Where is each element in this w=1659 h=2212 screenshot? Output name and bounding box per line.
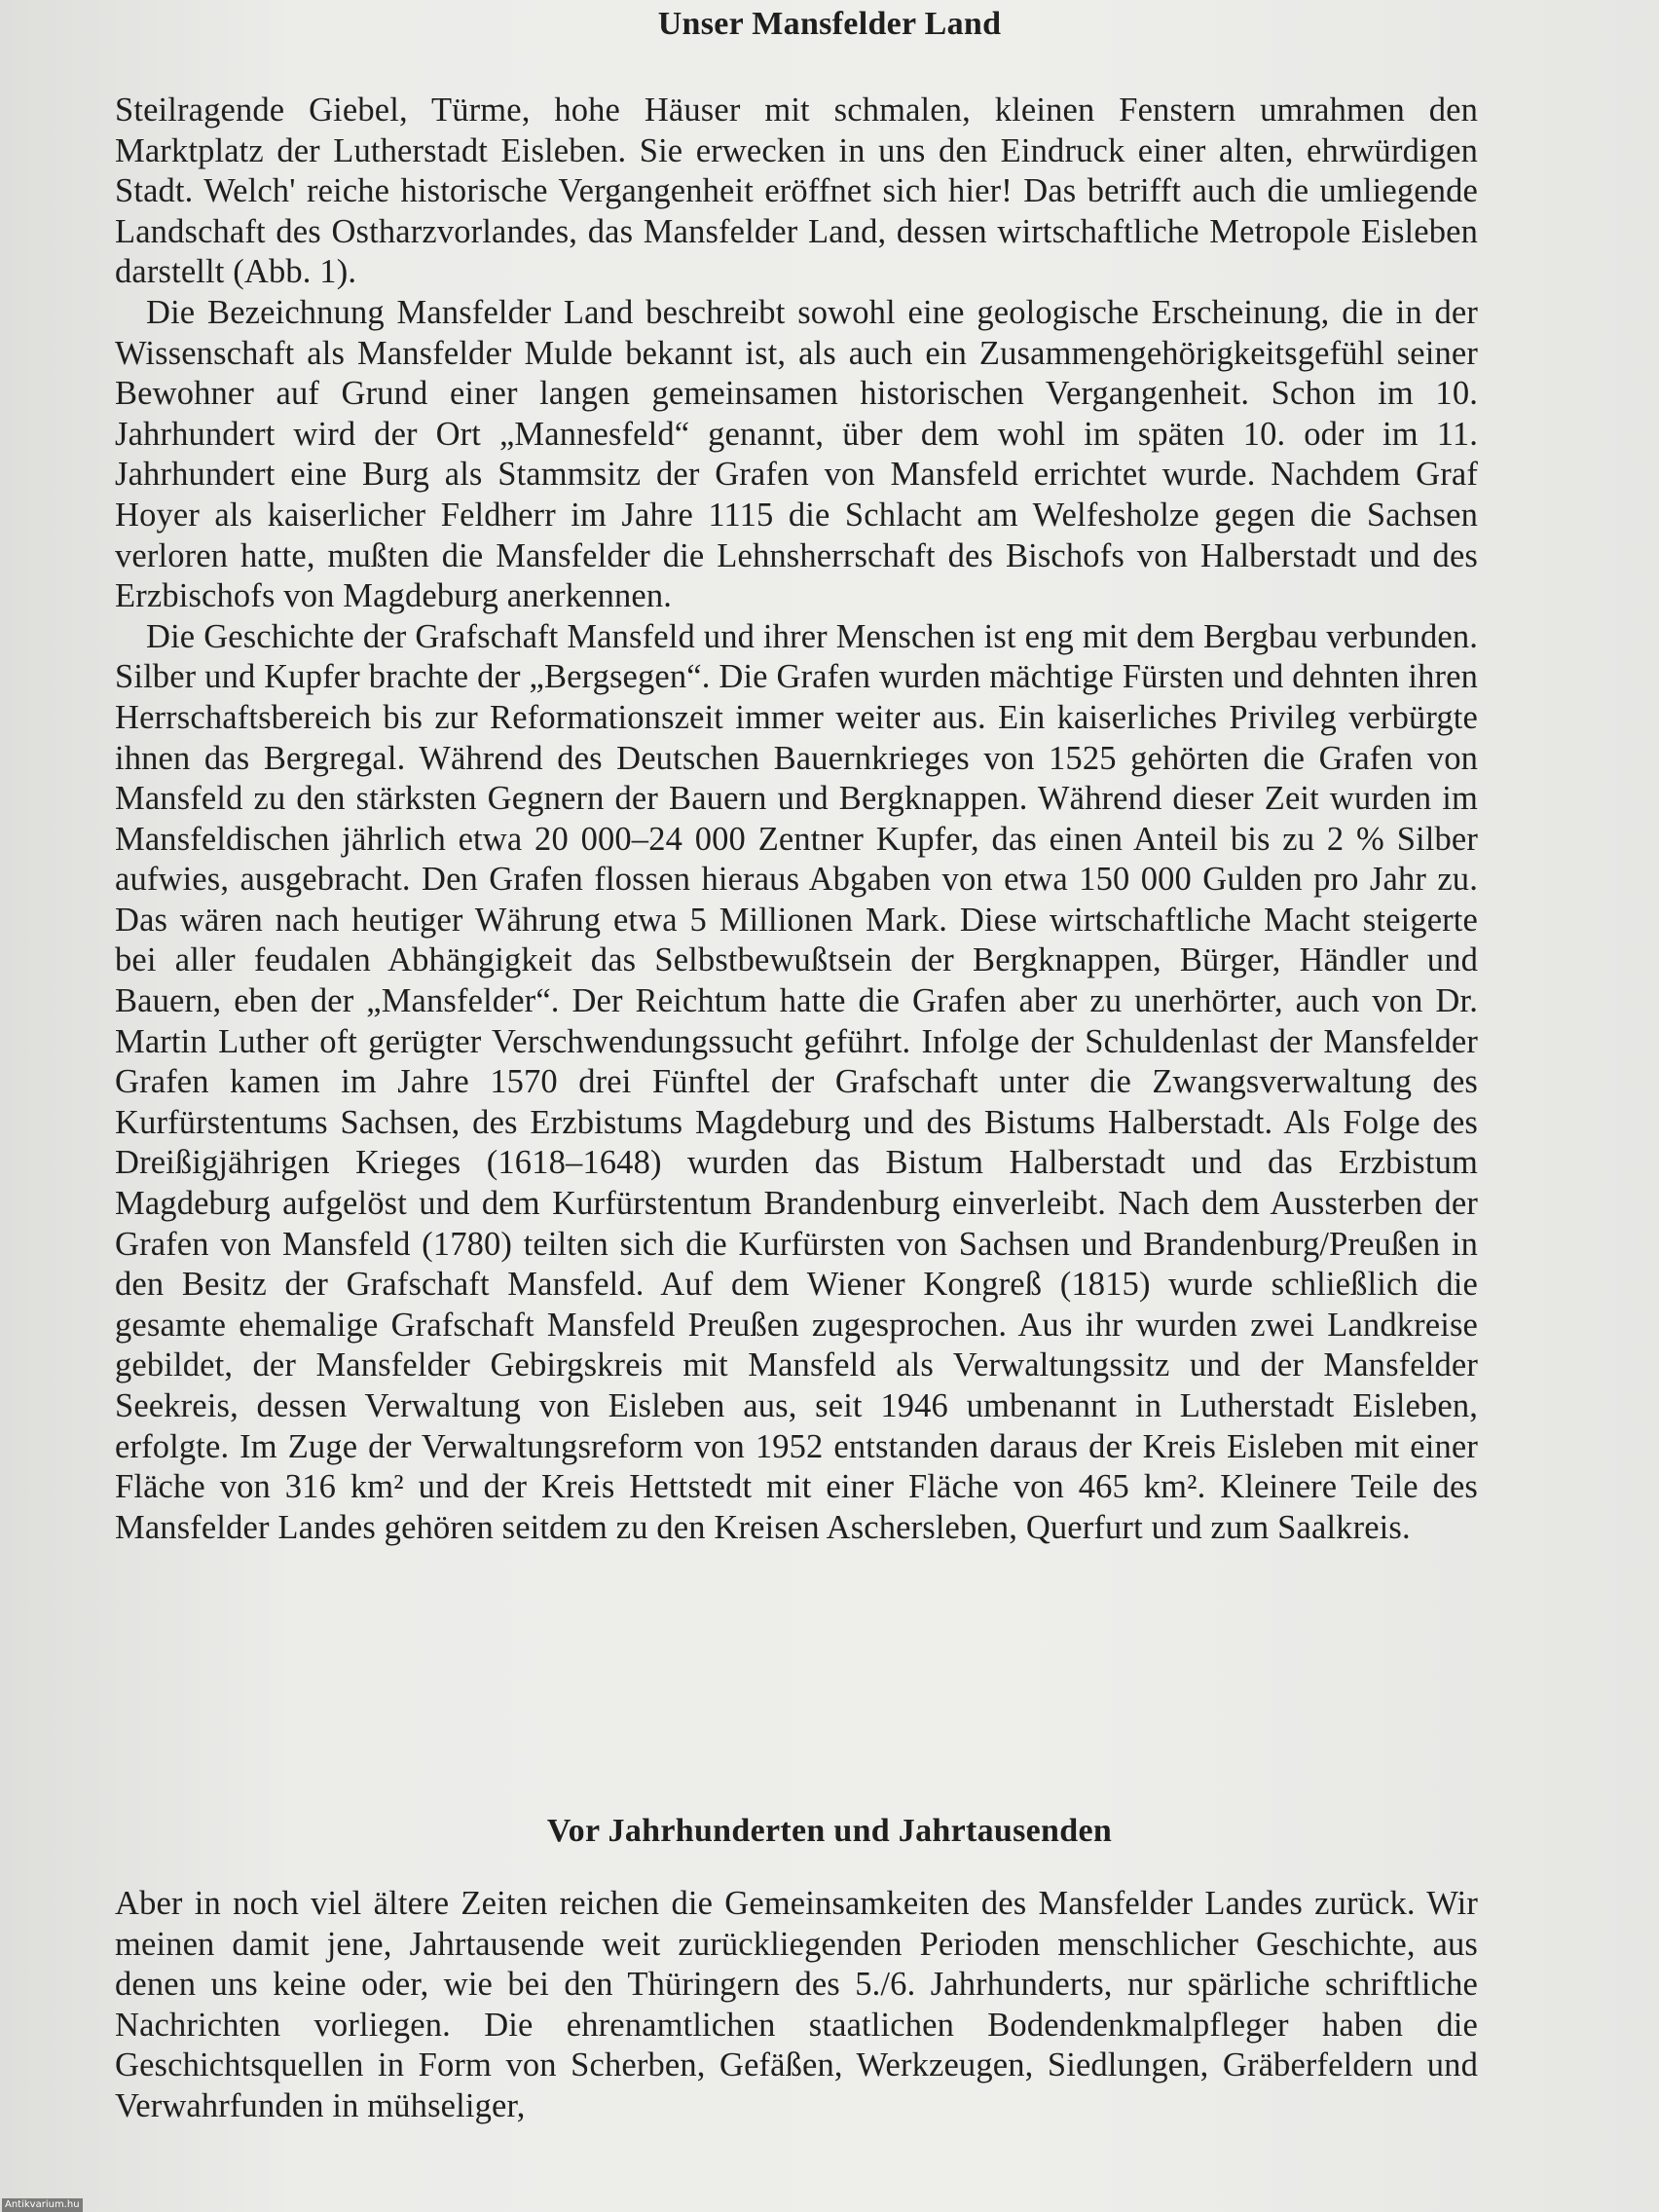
paragraph: Steilragende Giebel, Türme, hohe Häuser mit schmalen, kleinen Fenstern umrahmen den Marktplatz der Lutherstadt Eisleben. Sie erwecken in uns den Eindruck einer alten, ehrwürdigen Stadt. Welch' reiche historische Vergangenheit eröffnet sich hier! Das betrifft auch die umliegende Landschaft des Ostharzvorlandes, das Mansfelder Land, dessen wirtschaftliche Metropole Eisleben darstellt (Abb. 1). <box>115 92 1478 291</box>
paragraph: Die Geschichte der Grafschaft Mansfeld und ihrer Menschen ist eng mit dem Bergbau verbunden. Silber und Kupfer brachte der „Bergsegen“. Die Grafen wurden mächtige Fürsten und dehnten ihren Herrschaftsbereich bis zur Reformationszeit immer weiter aus. Ein kaiserliches Privileg verbürgte ihnen das Bergregal. Während des Deutschen Bauernkrieges von 1525 gehörten die Grafen von Mansfeld zu den stärksten Gegnern der Bauern und Bergknappen. Während dieser Zeit wurden im Mansfeldischen jährlich etwa 20 000–24 000 Zentner Kupfer, das einen Anteil bis zu 2 % Silber aufwies, ausgebracht. Den Grafen flossen hieraus Abgaben von etwa 150 000 Gulden pro Jahr zu. Das wären nach heutiger Währung etwa 5 Millionen Mark. Diese wirtschaftliche Macht steigerte bei aller feudalen Abhängigkeit das Selbstbewußtsein der Bergknappen, Bürger, Händler und Bauern, eben der „Mansfelder“. Der Reichtum hatte die Grafen aber zu unerhörter, auch von Dr. Martin Luther oft gerügter Verschwendungssucht geführt. Infolge der Schuldenlast der Mansfelder Grafen kamen im Jahre 1570 drei Fünftel der Grafschaft unter die Zwangsverwaltung des Kurfürstentums Sachsen, des Erzbistums Magdeburg und des Bistums Halberstadt. Als Folge des Dreißigjährigen Krieges (1618–1648) wurden das Bistum Halberstadt und das Erzbistum Magdeburg aufgelöst und dem Kurfürstentum Brandenburg einverleibt. Nach dem Aussterben der Grafen von Mansfeld (1780) teilten sich die Kurfürsten von Sachsen und Brandenburg/Preußen in den Besitz der Grafschaft Mansfeld. Auf dem Wiener Kongreß (1815) wurde schließlich die gesamte ehemalige Grafschaft Mansfeld Preußen zugesprochen. Aus ihr wurden zwei Landkreise gebildet, der Mansfelder Gebirgskreis mit Mansfeld als Verwaltungssitz und der Mansfelder Seekreis, dessen Verwaltung von Eisleben aus, seit 1946 umbenannt in Lutherstadt Eisleben, erfolgte. Im Zuge der Verwaltungsreform von 1952 entstanden daraus der Kreis Eisleben mit einer Fläche von 316 km² und der Kreis Hettstedt mit einer Fläche von 465 km². Kleinere Teile des Mansfelder Landes gehören seitdem zu den Kreisen Aschersleben, Querfurt und zum Saalkreis. <box>115 617 1478 1546</box>
paragraph: Die Bezeichnung Mansfelder Land beschreibt sowohl eine geologische Erscheinung, die in der Wissenschaft als Mansfelder Mulde bekannt ist, als auch ein Zusammengehörigkeitsgefühl seiner Bewohner auf Grund einer langen gemeinsamen historischen Vergangenheit. Schon im 10. Jahrhundert wird der Ort „Mannesfeld“ genannt, über dem wohl im späten 10. oder im 11. Jahrhundert eine Burg als Stammsitz der Grafen von Mansfeld errichtet wurde. Nachdem Graf Hoyer als kaiserlicher Feldherr im Jahre 1115 die Schlacht am Welfesholze gegen die Sachsen verloren hatte, mußten die Mansfelder die Lehnsherrschaft des Bischofs von Halberstadt und des Erzbischofs von Magdeburg anerkennen. <box>115 293 1478 615</box>
paragraph: Aber in noch viel ältere Zeiten reichen die Gemeinsamkeiten des Mansfelder Landes zurück. Wir meinen damit jene, Jahrtausende weit zurückliegenden Perioden menschlicher Geschichte, aus denen uns keine oder, wie bei den Thüringern des 5./6. Jahrhunderts, nur spärliche schriftliche Nachrichten vorliegen. Die ehrenamtlichen staatlichen Bodendenkmalpfleger haben die Geschichtsquellen in Form von Scherben, Gefäßen, Werkzeugen, Siedlungen, Gräberfeldern und Verwahrfunden in mühseliger, <box>115 1885 1478 2124</box>
chapter-title: Unser Mansfelder Land <box>657 6 1002 42</box>
chapter-body <box>115 91 1478 1548</box>
section-body <box>115 1884 1478 2127</box>
watermark: Antikvarium.hu <box>2 2198 83 2212</box>
section-title: Vor Jahrhunderten und Jahrtausenden <box>546 1813 1113 1849</box>
